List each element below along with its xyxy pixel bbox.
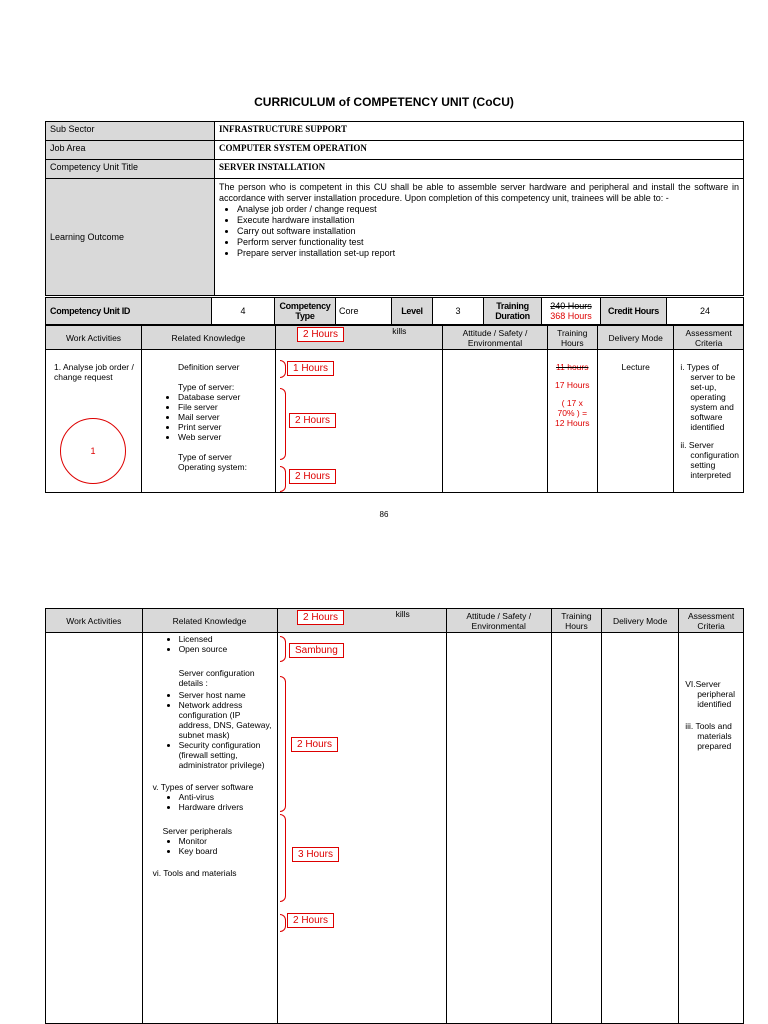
hours-calc: ( 17 x 70% ) = 12 Hours: [555, 398, 590, 428]
skills-cell: [277, 633, 446, 1024]
list-item: • Anti-virus: [179, 792, 273, 802]
k-type-os: Type of server Operating system:: [177, 452, 247, 472]
work-activity-cell: [46, 633, 143, 1024]
cu-title-value: SERVER INSTALLATION: [215, 160, 744, 179]
header-related-skills: kills: [275, 326, 443, 350]
lo-intro: The person who is competent in this CU shall be able to assemble server hardware and peripheral and install the software in accordance with server installation procedure. Upon completion of this competency unit, trainees will be able to: -: [219, 182, 739, 203]
annotation-brace: [280, 388, 286, 460]
duration-old: 240 Hours: [550, 301, 592, 311]
learning-outcome-label: Learning Outcome: [46, 179, 215, 296]
training-hours-cell: [551, 633, 602, 1024]
sub-sector-value: INFRASTRUCTURE SUPPORT: [215, 122, 744, 141]
level-value: 3: [433, 298, 484, 325]
lo-item: • Execute hardware installation: [237, 215, 739, 226]
list-item: • Network address configuration (IP address, DNS, Gateway, subnet mask): [179, 700, 273, 740]
annotation-brace: [280, 676, 286, 812]
assess-i: i. Types of server to be set-up, operating system and software identified: [680, 362, 736, 432]
competency-type-label: Competency Type: [275, 298, 336, 325]
annotation-2-hours-os: 2 Hours: [289, 469, 336, 484]
knowledge-cell: [142, 633, 277, 1024]
training-duration-label: Training Duration: [484, 298, 542, 325]
lo-item: • Analyse job order / change request: [237, 204, 739, 215]
annotation-2-hours: 2 Hours: [289, 413, 336, 428]
competency-type-value: Core: [336, 298, 392, 325]
job-area-value: COMPUTER SYSTEM OPERATION: [215, 141, 744, 160]
header-related-knowledge: Related Knowledge: [141, 326, 275, 350]
header-related-skills: kills: [277, 609, 446, 633]
level-label: Level: [392, 298, 433, 325]
list-item: • Mail server: [178, 412, 271, 422]
red-circle-annotation: 1: [60, 418, 126, 484]
list-item: • Print server: [178, 422, 271, 432]
k-type-server-list: [146, 392, 271, 442]
hours-old: [548, 362, 597, 372]
header-delivery-mode: Delivery Mode: [598, 326, 674, 350]
hours-new: 17 Hours: [555, 380, 590, 390]
os-list: [147, 634, 273, 654]
header-delivery-mode: Delivery Mode: [602, 609, 679, 633]
knowledge-cell: [141, 350, 275, 493]
k-type-server: Type of server:: [177, 382, 235, 392]
header-work-activities: Work Activities: [46, 609, 143, 633]
header-training-hours: Training Hours: [551, 609, 602, 633]
list-item: • Key board: [179, 846, 273, 856]
list-item: • Server host name: [179, 690, 273, 700]
header-assessment-criteria: Assessment Criteria: [679, 609, 744, 633]
assessment-cell: [679, 633, 744, 1024]
k-definition: Definition server: [177, 362, 240, 372]
attitude-cell: [446, 633, 551, 1024]
list-item: • Security configuration (firewall setting, administrator privilege): [179, 740, 273, 770]
sub-sector-label: Sub Sector: [46, 122, 215, 141]
assessment-cell: [674, 350, 744, 493]
delivery-cell: [602, 633, 679, 1024]
annotation-header-hours: 2 Hours: [297, 327, 344, 342]
annotation-sambung: Sambung: [289, 643, 344, 658]
cu-id-value: 4: [212, 298, 275, 325]
list-item: • Web server: [178, 432, 271, 442]
header-attitude: Attitude / Safety / Environmental: [446, 609, 551, 633]
work-activity-cell: [46, 350, 142, 493]
annotation-1-hours: 1 Hours: [287, 361, 334, 376]
peripherals-list: [147, 836, 273, 856]
hours-old-text: 11 hours: [556, 362, 589, 372]
k-peripherals-title: Server peripherals: [162, 826, 233, 837]
header-work-activities: Work Activities: [46, 326, 142, 350]
list-item: • Licensed: [179, 634, 273, 644]
software-list: [147, 792, 273, 812]
annotation-software-hours: 3 Hours: [292, 847, 339, 862]
info-table: [45, 121, 744, 296]
lo-item: • Perform server functionality test: [237, 237, 739, 248]
duration-new: 368 Hours: [550, 311, 592, 321]
k-config-title: [147, 668, 273, 688]
header-training-hours: Training Hours: [547, 326, 597, 350]
work-activity: 1. Analyse job order / change request: [54, 362, 134, 382]
activity-table-p1: [45, 325, 744, 493]
assess-vi: VI.Server peripheral identified: [685, 679, 736, 710]
annotation-brace: [280, 636, 286, 662]
activity-table-p2: [45, 608, 744, 1024]
learning-outcome-value: [215, 179, 744, 296]
k-tools-title: vi. Tools and materials: [152, 868, 237, 879]
lo-item: • Carry out software installation: [237, 226, 739, 237]
header-assessment-criteria: Assessment Criteria: [674, 326, 744, 350]
list-item: • Open source: [179, 644, 273, 654]
job-area-label: Job Area: [46, 141, 215, 160]
credit-hours-value: 24: [667, 298, 744, 325]
list-item: • Database server: [178, 392, 271, 402]
list-item: • Monitor: [179, 836, 273, 846]
lo-list: [219, 204, 739, 259]
cu-id-label: Competency Unit ID: [46, 298, 212, 325]
list-item: • Hardware drivers: [179, 802, 273, 812]
training-duration-value: [542, 298, 601, 325]
cu-title-label: Competency Unit Title: [46, 160, 215, 179]
annotation-tools-hours: 2 Hours: [287, 913, 334, 928]
annotation-brace: [280, 814, 286, 902]
assess-iii: iii. Tools and materials prepared: [685, 721, 732, 752]
config-list: [147, 690, 273, 770]
competency-bar: [45, 297, 744, 325]
header-related-knowledge: Related Knowledge: [142, 609, 277, 633]
header-attitude: Attitude / Safety / Environmental: [443, 326, 547, 350]
page-title: CURRICULUM of COMPETENCY UNIT (CoCU): [254, 95, 514, 109]
page-number: 86: [379, 510, 389, 519]
lo-item: • Prepare server installation set-up report: [237, 248, 739, 259]
assess-ii: ii. Server configuration setting interpreted: [680, 440, 739, 480]
attitude-cell: [443, 350, 547, 493]
delivery-cell: Lecture: [598, 350, 674, 493]
annotation-header-hours: 2 Hours: [297, 610, 344, 625]
list-item: • File server: [178, 402, 271, 412]
annotation-brace: [280, 466, 286, 492]
annotation-config-hours: 2 Hours: [291, 737, 338, 752]
training-hours-cell: [547, 350, 597, 493]
credit-hours-label: Credit Hours: [601, 298, 667, 325]
k-software-title: v. Types of server software: [152, 782, 254, 793]
config-title-text: Server configuration details :: [178, 668, 255, 689]
